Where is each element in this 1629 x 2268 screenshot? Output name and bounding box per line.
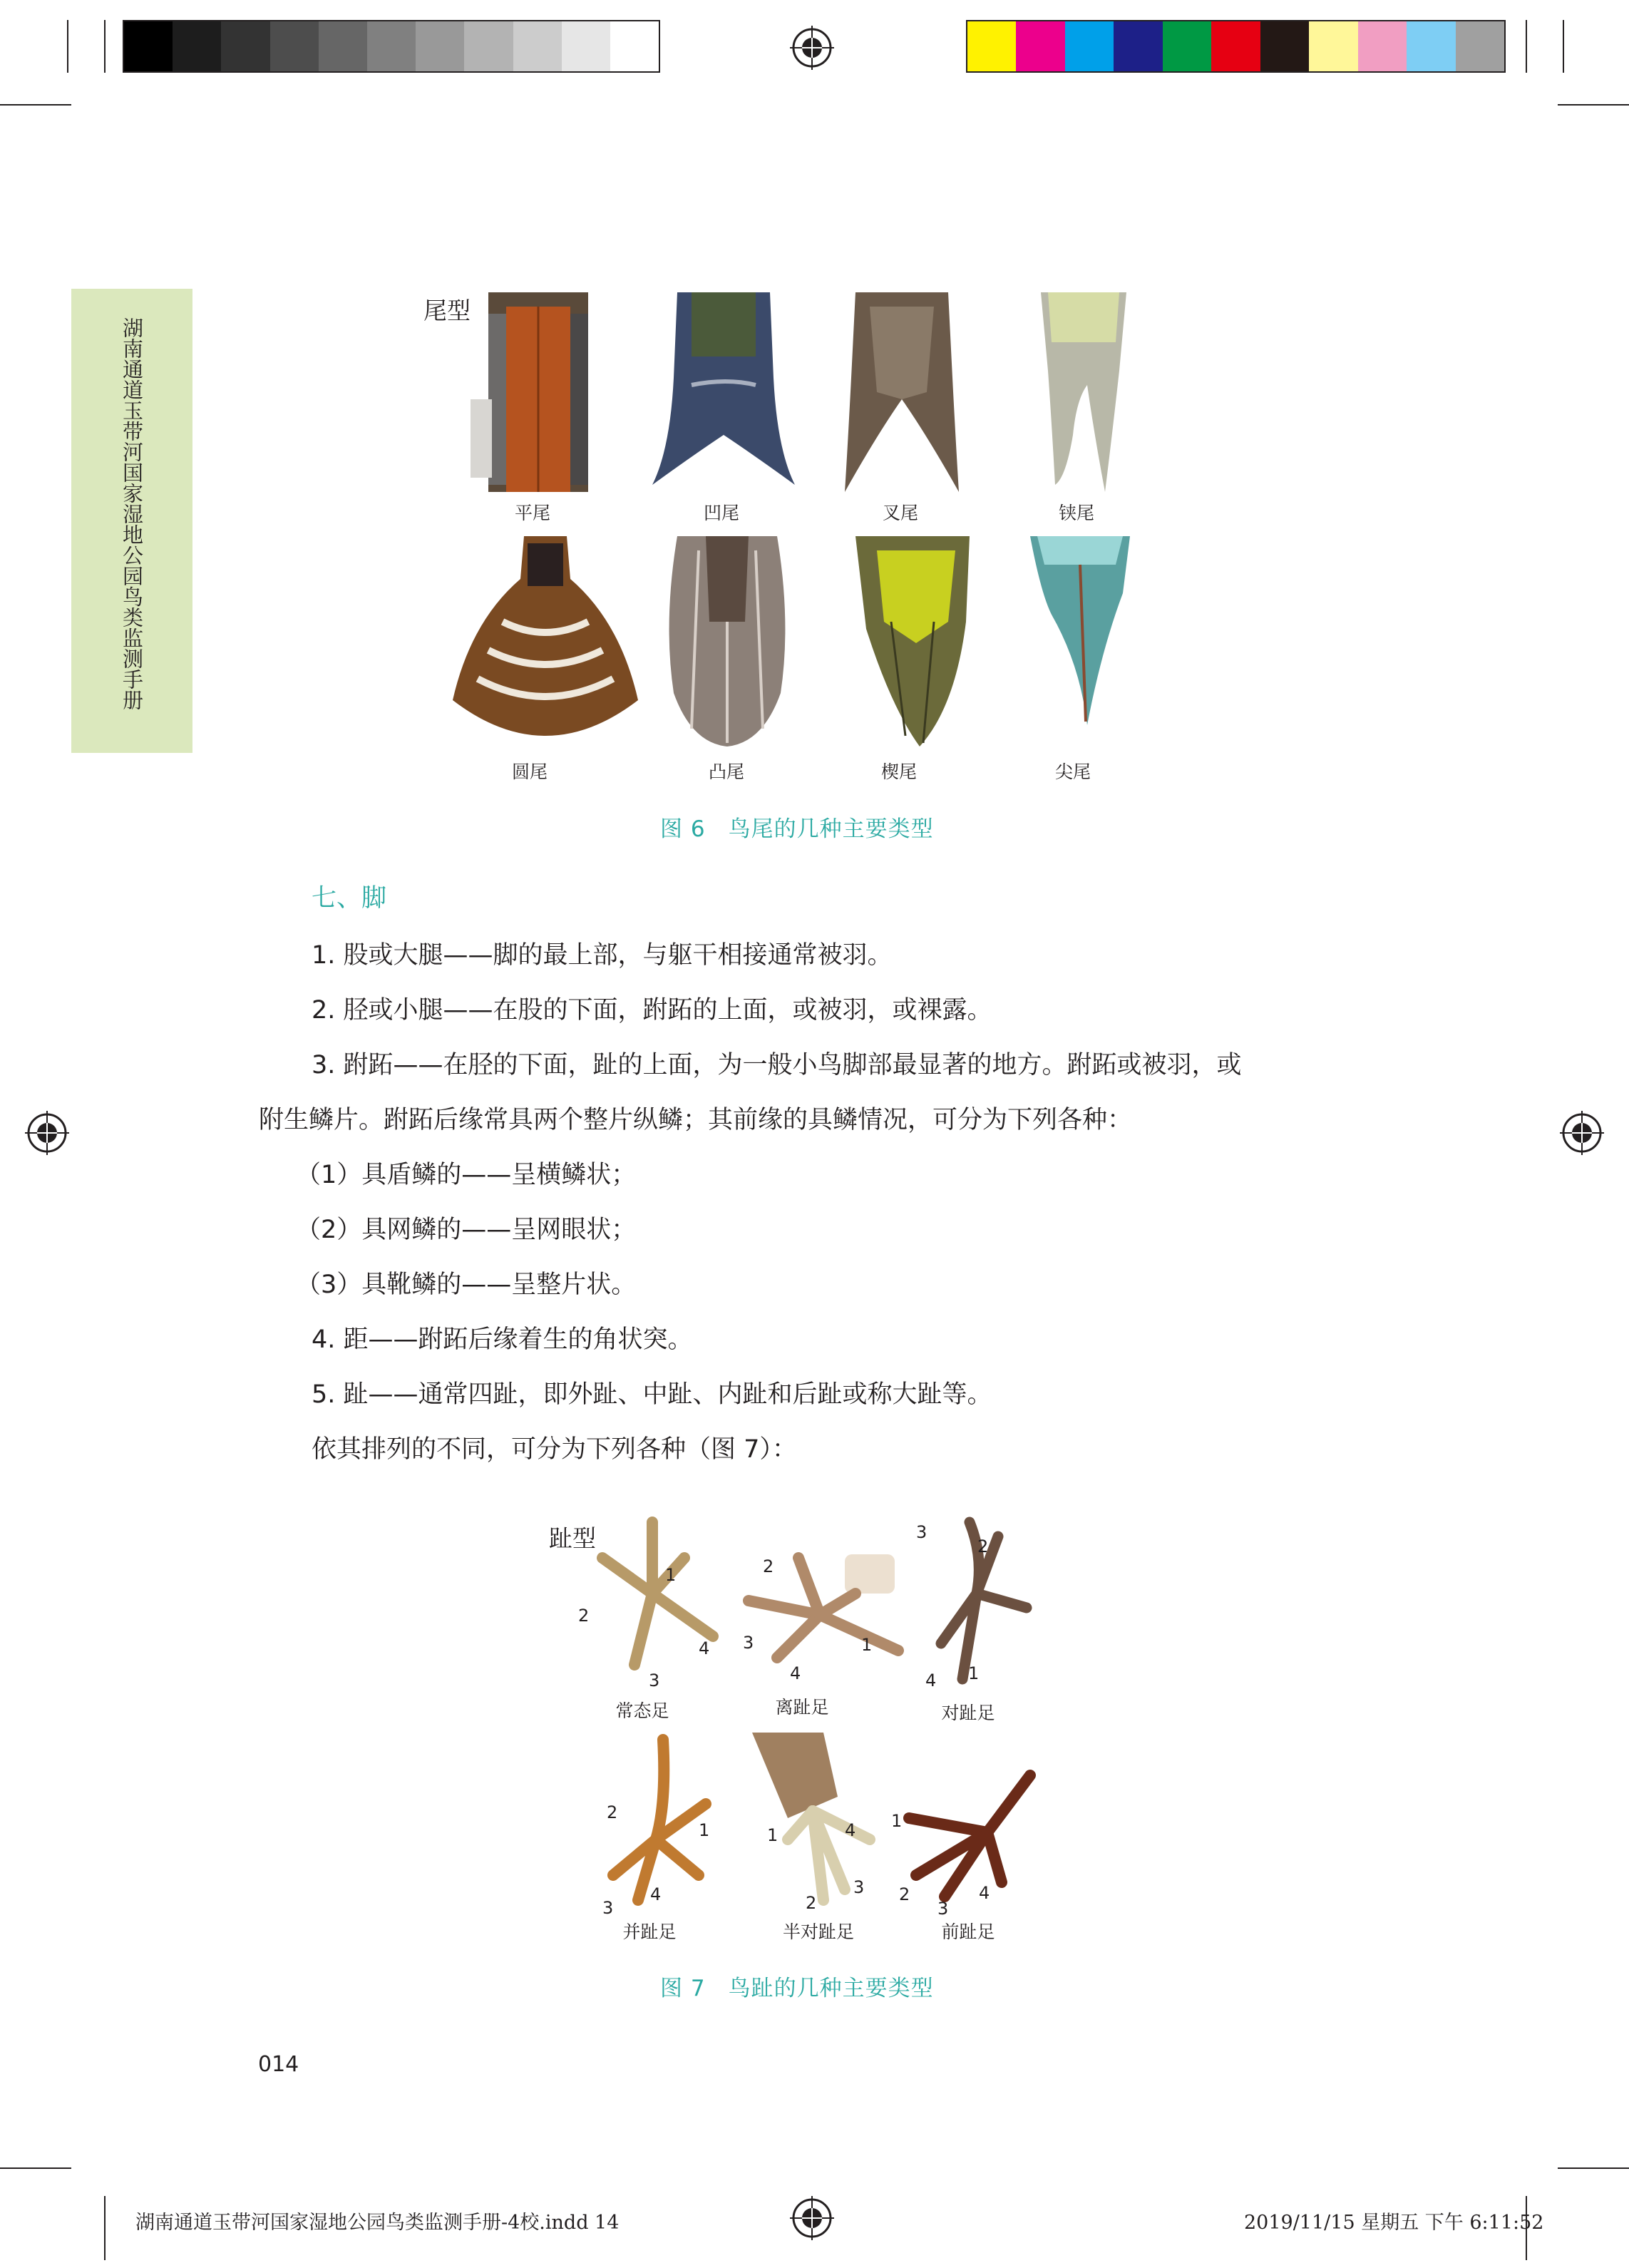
paragraph: 依其排列的不同，可分为下列各种（图 7）： bbox=[312, 1435, 797, 1464]
toe-number: 3 bbox=[649, 1671, 660, 1690]
color-swatch bbox=[1065, 21, 1114, 71]
page-number: 014 bbox=[258, 2052, 299, 2077]
footer-file-info: 湖南通道玉带河国家湿地公园鸟类监测手册-4校.indd 14 bbox=[135, 2212, 620, 2234]
toe-number: 2 bbox=[763, 1556, 774, 1576]
foot-caption: 并趾足 bbox=[622, 1921, 677, 1942]
toe-number: 2 bbox=[607, 1802, 618, 1822]
toe-number: 4 bbox=[925, 1671, 937, 1690]
registration-mark-icon bbox=[25, 1111, 69, 1155]
paragraph: （1）具盾鳞的——呈横鳞状； bbox=[296, 1161, 637, 1189]
tail-caption: 凸尾 bbox=[708, 761, 744, 782]
rounded-tail-image bbox=[449, 536, 642, 736]
color-swatch bbox=[967, 21, 1016, 71]
color-swatch bbox=[1016, 21, 1064, 71]
scissor-tail-image bbox=[1034, 292, 1134, 492]
toe-number: 2 bbox=[578, 1606, 590, 1626]
crop-mark bbox=[104, 20, 106, 73]
toe-number: 4 bbox=[650, 1884, 662, 1904]
paragraph: （3）具靴鳞的——呈整片状。 bbox=[296, 1271, 637, 1299]
toe-number: 4 bbox=[979, 1883, 990, 1903]
paragraph: 2. 胫或小腿——在股的下面，跗跖的上面，或被羽，或裸露。 bbox=[312, 996, 992, 1025]
tail-caption: 叉尾 bbox=[882, 503, 918, 523]
paragraph: 5. 趾——通常四趾，即外趾、中趾、内趾和后趾或称大趾等。 bbox=[312, 1380, 992, 1409]
toe-number: 2 bbox=[977, 1536, 989, 1556]
color-swatch bbox=[464, 21, 513, 71]
paragraph: （2）具网鳞的——呈网眼状； bbox=[296, 1216, 637, 1244]
footer-timestamp: 2019/11/15 星期五 下午 6:11:52 bbox=[1244, 2212, 1544, 2234]
toe-number: 3 bbox=[937, 1899, 949, 1919]
sidebar-book-title bbox=[71, 289, 192, 753]
foot-caption: 对趾足 bbox=[941, 1703, 995, 1723]
crop-mark bbox=[0, 2167, 71, 2169]
foot-caption: 离趾足 bbox=[775, 1697, 829, 1718]
pamprodactyl-foot-image bbox=[895, 1768, 1037, 1904]
grayscale-bar bbox=[123, 20, 660, 73]
color-swatch bbox=[1211, 21, 1260, 71]
figure7-label: 趾型 bbox=[549, 1524, 596, 1552]
paragraph: 4. 距——跗跖后缘着生的角状突。 bbox=[312, 1325, 693, 1354]
toe-number: 1 bbox=[891, 1811, 903, 1831]
toe-number: 1 bbox=[861, 1635, 873, 1655]
registration-mark-icon bbox=[790, 2196, 834, 2240]
toe-number: 4 bbox=[845, 1820, 856, 1840]
crop-mark bbox=[104, 2196, 106, 2260]
color-swatch bbox=[319, 21, 367, 71]
toe-number: 1 bbox=[968, 1663, 980, 1683]
tail-caption: 平尾 bbox=[514, 503, 550, 523]
graduated-tail-image bbox=[656, 536, 798, 750]
toe-number: 3 bbox=[602, 1898, 614, 1918]
sidebar-title-text: 湖南通道玉带河国家湿地公园鸟类监测手册 bbox=[120, 317, 144, 710]
figure7-caption: 图 7 鸟趾的几种主要类型 bbox=[660, 1976, 934, 2001]
color-swatch bbox=[562, 21, 610, 71]
tail-caption: 铗尾 bbox=[1058, 503, 1094, 523]
registration-mark-icon bbox=[1560, 1111, 1604, 1155]
color-swatch bbox=[513, 21, 562, 71]
color-swatch bbox=[1163, 21, 1211, 71]
forked-tail-image bbox=[841, 292, 962, 492]
toe-number: 4 bbox=[790, 1663, 801, 1683]
eleutherodactyl-foot-image bbox=[734, 1551, 920, 1672]
tail-caption: 凹尾 bbox=[703, 503, 739, 523]
foot-caption: 半对趾足 bbox=[782, 1921, 854, 1942]
flat-tail-image bbox=[467, 292, 610, 492]
toe-number: 2 bbox=[899, 1884, 910, 1904]
toe-number: 4 bbox=[699, 1638, 710, 1658]
toe-number: 1 bbox=[665, 1565, 677, 1585]
color-swatch bbox=[221, 21, 269, 71]
crop-mark bbox=[1558, 2167, 1629, 2169]
wedge-tail-image bbox=[848, 536, 977, 750]
color-swatch bbox=[173, 21, 221, 71]
paragraph: 3. 跗跖——在胫的下面，趾的上面，为一般小鸟脚部最显著的地方。跗跖或被羽，或 bbox=[312, 1051, 1242, 1079]
color-swatch bbox=[1114, 21, 1162, 71]
color-swatch bbox=[416, 21, 464, 71]
toe-number: 3 bbox=[743, 1633, 754, 1653]
crop-mark bbox=[0, 104, 71, 106]
color-swatch bbox=[124, 21, 173, 71]
toe-number: 1 bbox=[699, 1820, 710, 1840]
color-swatch bbox=[367, 21, 416, 71]
tail-caption: 尖尾 bbox=[1054, 761, 1091, 782]
registration-mark-icon bbox=[790, 26, 834, 70]
color-swatch bbox=[270, 21, 319, 71]
color-swatch bbox=[1407, 21, 1455, 71]
tail-caption: 圆尾 bbox=[511, 761, 548, 782]
tail-caption: 楔尾 bbox=[880, 761, 917, 782]
color-swatch bbox=[610, 21, 659, 71]
color-bar bbox=[966, 20, 1506, 73]
semizygodactyl-foot-image bbox=[745, 1733, 888, 1911]
toe-number: 3 bbox=[916, 1522, 927, 1542]
toe-number: 2 bbox=[806, 1893, 817, 1913]
crop-mark bbox=[1563, 20, 1564, 73]
foot-caption: 前趾足 bbox=[941, 1921, 995, 1942]
crop-mark bbox=[1558, 104, 1629, 106]
crop-mark bbox=[67, 20, 68, 73]
crop-mark bbox=[1526, 20, 1527, 73]
color-swatch bbox=[1358, 21, 1407, 71]
color-swatch bbox=[1260, 21, 1309, 71]
figure6-caption: 图 6 鸟尾的几种主要类型 bbox=[660, 816, 934, 842]
toe-number: 3 bbox=[853, 1877, 865, 1897]
color-swatch bbox=[1309, 21, 1357, 71]
foot-caption: 常态足 bbox=[615, 1700, 669, 1721]
paragraph: 附生鳞片。跗跖后缘常具两个整片纵鳞；其前缘的具鳞情况，可分为下列各种： bbox=[259, 1106, 1133, 1134]
toe-number: 1 bbox=[767, 1825, 778, 1845]
pointed-tail-image bbox=[1023, 536, 1137, 729]
color-swatch bbox=[1456, 21, 1504, 71]
figure6-label: 尾型 bbox=[423, 297, 471, 324]
paragraph: 1. 股或大腿——脚的最上部，与躯干相接通常被羽。 bbox=[312, 941, 893, 970]
section-heading: 七、脚 bbox=[312, 884, 387, 913]
emarginate-tail-image bbox=[649, 292, 798, 492]
